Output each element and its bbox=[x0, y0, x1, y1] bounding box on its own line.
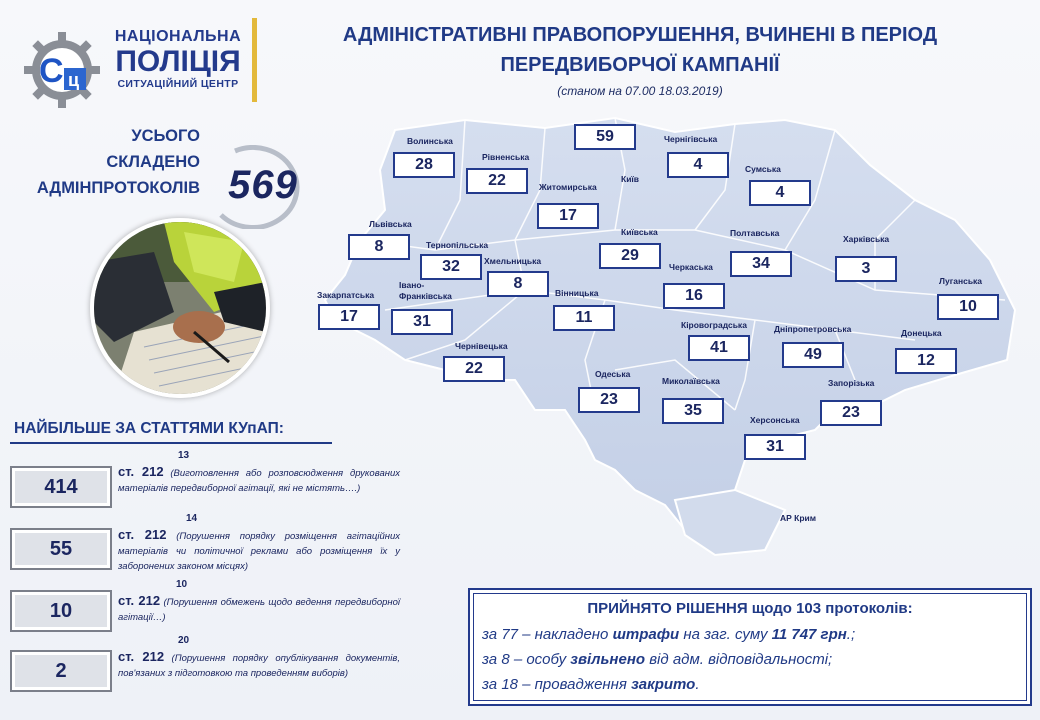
decision-fines-part3: .; bbox=[846, 626, 856, 643]
article-number: ст. 212 bbox=[118, 464, 164, 479]
region-value-kirovohrad: 41 bbox=[688, 335, 750, 361]
region-name-mykolaiv: Миколаївська bbox=[662, 376, 720, 386]
article-superscript: 10 bbox=[176, 579, 188, 590]
article-count-box: 414 bbox=[10, 466, 112, 508]
region-value-sumy: 4 bbox=[749, 180, 811, 206]
total-label-line3: АДМІНПРОТОКОЛІВ bbox=[36, 179, 200, 197]
decision-closed-keyword: закрито bbox=[631, 676, 696, 693]
region-value-zhytomyr: 17 bbox=[537, 203, 599, 229]
police-gear-logo-icon bbox=[22, 30, 102, 110]
region-name-kharkiv: Харківська bbox=[843, 234, 890, 244]
region-value-ivano-frankivsk: 31 bbox=[391, 309, 453, 335]
logo-line3: СИТУАЦІЙНИЙ ЦЕНТР bbox=[117, 78, 239, 90]
decision-released-part1: за 8 – особу bbox=[482, 651, 571, 668]
article-description: (Виготовлення або розповсюдження друкованих матеріалів передвиборної агітації, які не містять….) bbox=[118, 468, 400, 494]
articles-section-title: НАЙБІЛЬШЕ ЗА СТАТТЯМИ КУпАП: bbox=[14, 420, 284, 437]
region-value-vinnytsia: 11 bbox=[553, 305, 615, 331]
region-value-zakarpattia: 17 bbox=[318, 304, 380, 330]
region-name-luhansk: Луганська bbox=[939, 276, 983, 286]
total-label bbox=[10, 123, 200, 201]
region-value-kharkiv: 3 bbox=[835, 256, 897, 282]
region-value-luhansk: 10 bbox=[937, 294, 999, 320]
ukraine-map bbox=[315, 110, 1035, 580]
region-name-vinnytsia: Вінницька bbox=[555, 288, 599, 298]
region-value-zaporizhzhia: 23 bbox=[820, 400, 882, 426]
article-number: ст. 212 bbox=[118, 649, 165, 664]
logo-text bbox=[108, 28, 248, 90]
decision-line-closed bbox=[482, 676, 1022, 693]
decision-box bbox=[468, 588, 1032, 706]
region-name-chernihiv: Чернігівська bbox=[664, 134, 718, 144]
ukraine-map-outline bbox=[315, 110, 1035, 580]
decision-released-keyword: звільнено bbox=[570, 651, 646, 668]
total-label-line2: СКЛАДЕНО bbox=[106, 153, 200, 171]
region-value-ternopil: 32 bbox=[420, 254, 482, 280]
decision-fines-part2: на заг. суму bbox=[679, 626, 772, 643]
article-superscript: 14 bbox=[186, 513, 198, 524]
article-text bbox=[118, 649, 400, 681]
title-line2: ПЕРЕДВИБОРЧОЇ КАМПАНІЇ bbox=[500, 54, 780, 76]
officer-photo-illustration bbox=[94, 222, 266, 394]
region-value-khmelnytskyi: 8 bbox=[487, 271, 549, 297]
region-name-ternopil: Тернопільська bbox=[426, 240, 489, 250]
article-count-box: 55 bbox=[10, 528, 112, 570]
region-value-kherson: 31 bbox=[744, 434, 806, 460]
decision-released-part2: від адм. відповідальності; bbox=[645, 651, 833, 668]
article-description: (Порушення порядку опублікування документів, пов'язаних з підготовкою та проведенням виборів) bbox=[118, 653, 400, 679]
region-name-chernivtsi: Чернівецька bbox=[455, 341, 508, 351]
title-line1: АДМІНІСТРАТИВНІ ПРАВОПОРУШЕННЯ, ВЧИНЕНІ В ПЕРІОД bbox=[342, 24, 938, 46]
region-name-cherkasy: Черкаська bbox=[669, 262, 713, 272]
decision-fines-amount: 11 747 грн bbox=[771, 626, 847, 643]
article-description: (Порушення обмежень щодо ведення передвиборної агітації…) bbox=[118, 597, 401, 623]
decision-fines-part1: за 77 – накладено bbox=[482, 626, 613, 643]
region-name-poltava: Полтавська bbox=[730, 228, 780, 238]
region-name-donetsk: Донецька bbox=[901, 328, 942, 338]
article-text bbox=[118, 593, 400, 625]
region-name-sumy: Сумська bbox=[745, 164, 781, 174]
region-name-kyiv-city: Київ bbox=[621, 174, 640, 184]
articles-section-underline bbox=[10, 442, 332, 444]
region-value-mykolaiv: 35 bbox=[662, 398, 724, 424]
region-value-lviv: 8 bbox=[348, 234, 410, 260]
region-name-kirovohrad: Кіровоградська bbox=[681, 320, 747, 330]
officer-writing-photo bbox=[90, 218, 270, 398]
article-description: (Порушення порядку розміщення агітаційних матеріалів чи політичної реклами або розміщення їх у заборонених законом місцях) bbox=[118, 531, 401, 572]
region-value-kyiv-city: 59 bbox=[574, 124, 636, 150]
region-value-kyiv-oblast: 29 bbox=[599, 243, 661, 269]
region-name-zakarpattia: Закарпатська bbox=[317, 290, 375, 300]
article-number: ст. 212 bbox=[118, 527, 167, 542]
region-name-lviv: Львівська bbox=[369, 219, 412, 229]
article-count-box: 10 bbox=[10, 590, 112, 632]
page-title bbox=[270, 20, 1010, 80]
article-count-box: 2 bbox=[10, 650, 112, 692]
region-value-rivne: 22 bbox=[466, 168, 528, 194]
region-value-volyn: 28 bbox=[393, 152, 455, 178]
region-value-poltava: 34 bbox=[730, 251, 792, 277]
region-value-chernihiv: 4 bbox=[667, 152, 729, 178]
page-subtitle: (станом на 07.00 18.03.2019) bbox=[557, 84, 723, 98]
region-name-crimea: АР Крим bbox=[780, 513, 817, 523]
decision-line-fines bbox=[482, 626, 1022, 643]
region-name-volyn: Волинська bbox=[407, 136, 453, 146]
region-value-odesa: 23 bbox=[578, 387, 640, 413]
article-superscript: 20 bbox=[178, 635, 190, 646]
article-superscript: 13 bbox=[178, 450, 190, 461]
region-name-kherson: Херсонська bbox=[750, 415, 800, 425]
region-value-chernivtsi: 22 bbox=[443, 356, 505, 382]
region-name-zaporizhzhia: Запорізька bbox=[828, 378, 875, 388]
decision-closed-part2: . bbox=[695, 676, 700, 693]
region-name-zhytomyr: Житомирська bbox=[539, 182, 597, 192]
svg-text:ц: ц bbox=[68, 70, 80, 90]
region-name-dnipropetrovsk: Дніпропетровська bbox=[774, 324, 852, 334]
region-value-donetsk: 12 bbox=[895, 348, 957, 374]
logo-divider bbox=[252, 18, 257, 102]
region-value-cherkasy: 16 bbox=[663, 283, 725, 309]
decision-fines-keyword: штрафи bbox=[612, 626, 680, 643]
region-name-khmelnytskyi: Хмельницька bbox=[484, 256, 542, 266]
region-name-ivano-frankivsk: Івано-Франківська bbox=[399, 280, 452, 301]
region-name-kyiv-oblast: Київська bbox=[621, 227, 658, 237]
logo-line1: НАЦІОНАЛЬНА bbox=[114, 28, 242, 45]
region-value-dnipropetrovsk: 49 bbox=[782, 342, 844, 368]
region-name-odesa: Одеська bbox=[595, 369, 631, 379]
total-count: 569 bbox=[228, 163, 298, 207]
decision-line-released bbox=[482, 651, 1022, 668]
svg-text:С: С bbox=[39, 52, 64, 90]
decision-title: ПРИЙНЯТО РІШЕННЯ щодо 103 протоколів: bbox=[587, 600, 913, 617]
region-name-rivne: Рівненська bbox=[482, 152, 530, 162]
article-number: ст. 212 bbox=[118, 593, 161, 608]
total-label-line1: УСЬОГО bbox=[131, 127, 200, 145]
logo-line2: ПОЛІЦІЯ bbox=[115, 45, 241, 78]
decision-closed-part1: за 18 – провадження bbox=[482, 676, 632, 693]
